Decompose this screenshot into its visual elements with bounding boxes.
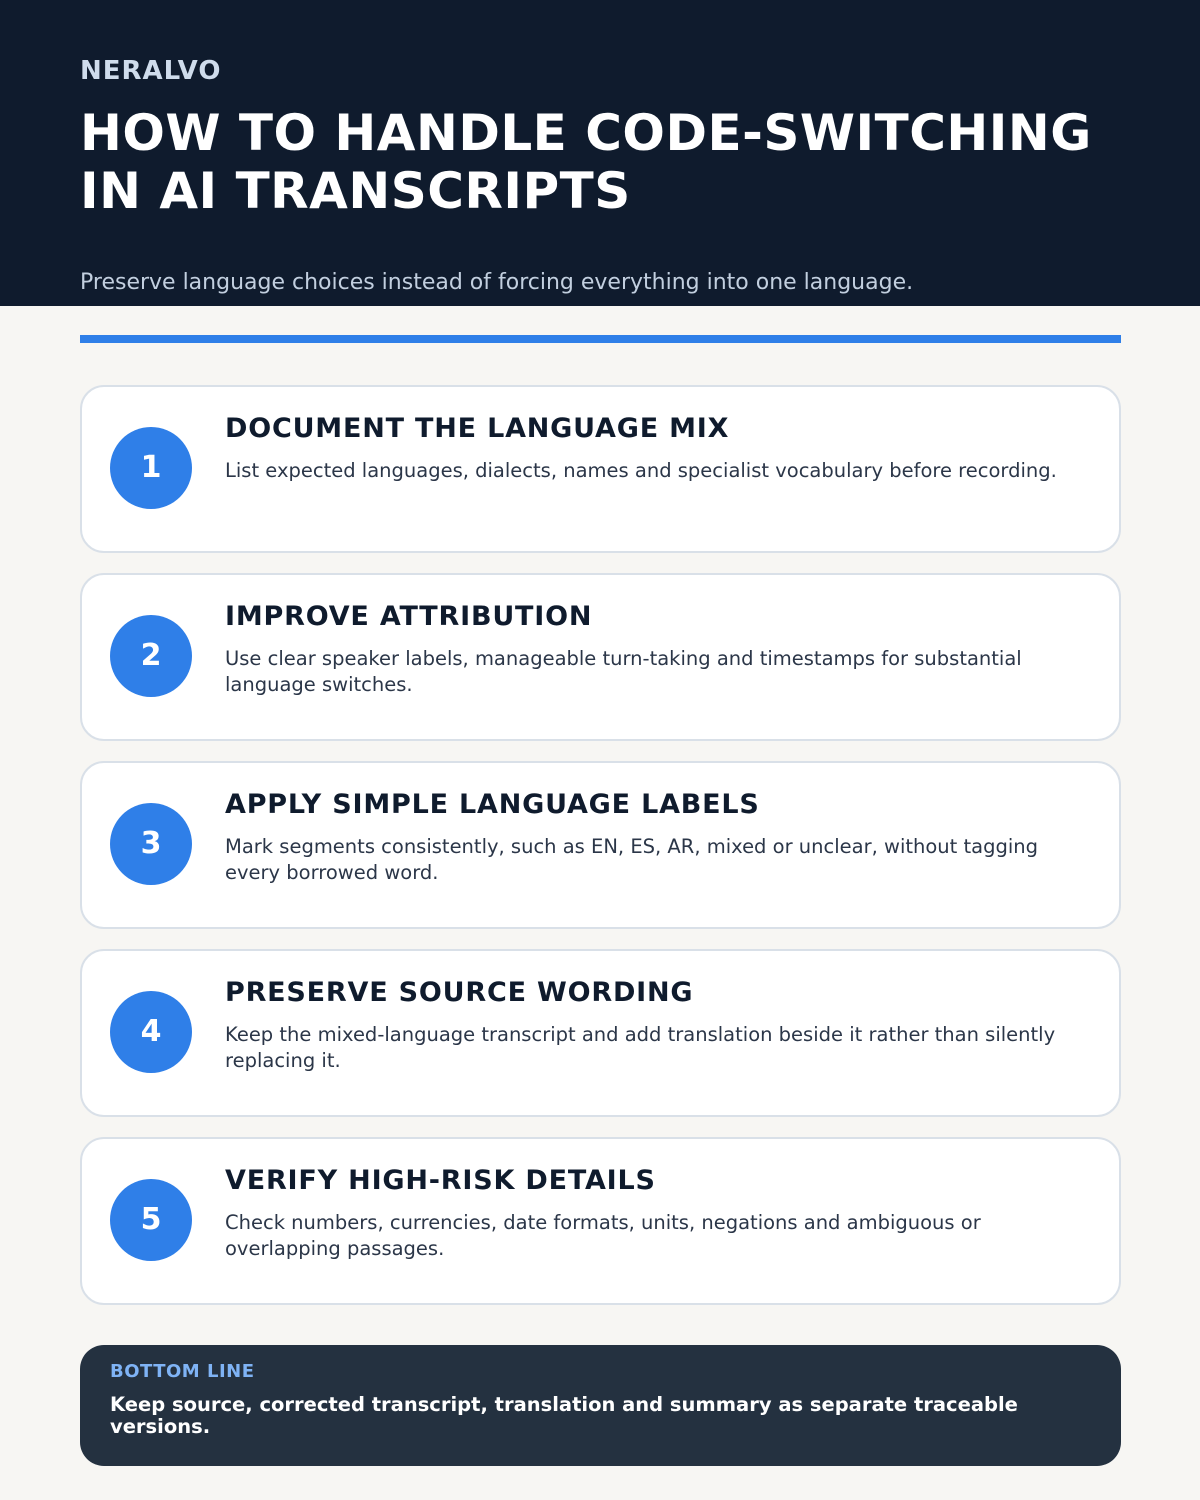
step-title: IMPROVE ATTRIBUTION [225,601,593,632]
step-number-badge: 4 [110,991,192,1073]
step-title: VERIFY HIGH-RISK DETAILS [225,1165,656,1196]
step-number-badge: 5 [110,1179,192,1261]
bottom-line-panel [80,1345,1121,1466]
step-number-badge: 3 [110,803,192,885]
brand-name: NERALVO [80,56,222,86]
step-description: Use clear speaker labels, manageable turn-taking and timestamps for substantial language switches. [225,647,1022,696]
steps-list [80,385,1121,1325]
step-description: List expected languages, dialects, names and specialist vocabulary before recording. [225,459,1057,482]
page-title: HOW TO HANDLE CODE-SWITCHING IN AI TRANSCRIPTS [80,104,1092,220]
step-card-4 [80,949,1121,1117]
bottom-line-label: BOTTOM LINE [110,1361,255,1382]
step-description: Keep the mixed-language transcript and add translation beside it rather than silently replacing it. [225,1023,1056,1072]
step-title: PRESERVE SOURCE WORDING [225,977,694,1008]
step-number-badge: 2 [110,615,192,697]
step-number-badge: 1 [110,427,192,509]
step-card-1 [80,385,1121,553]
step-card-2 [80,573,1121,741]
step-card-3 [80,761,1121,929]
bottom-line-text: Keep source, corrected transcript, translation and summary as separate traceable versions. [110,1393,1018,1438]
accent-divider [80,335,1121,343]
step-title: DOCUMENT THE LANGUAGE MIX [225,413,730,444]
header-banner [0,0,1200,306]
step-card-5 [80,1137,1121,1305]
step-description: Mark segments consistently, such as EN, ES, AR, mixed or unclear, without tagging every borrowed word. [225,835,1039,884]
page-subtitle: Preserve language choices instead of forcing everything into one language. [80,270,914,295]
step-title: APPLY SIMPLE LANGUAGE LABELS [225,789,760,820]
step-description: Check numbers, currencies, date formats, units, negations and ambiguous or overlapping passages. [225,1211,981,1260]
